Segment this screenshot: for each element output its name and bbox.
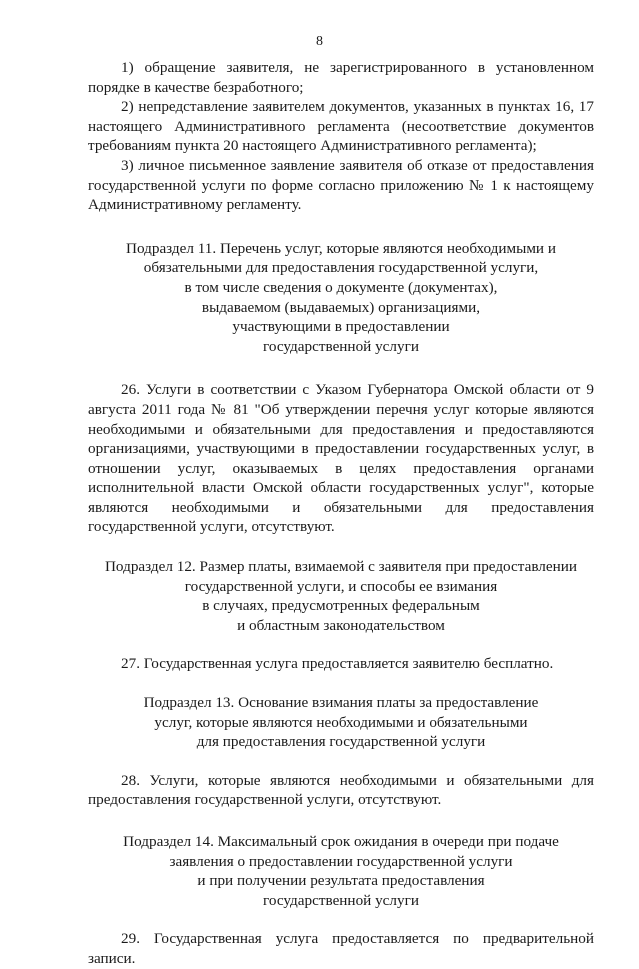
heading-line: в случаях, предусмотренных федеральным	[202, 597, 480, 615]
heading-line: государственной услуги	[263, 337, 419, 355]
page-body	[88, 58, 594, 969]
heading-line: Подраздел 12. Размер платы, взимаемой с заявителя при предоставлении	[104, 558, 578, 576]
heading-line: обязательными для предоставления государственной услуги,	[143, 259, 539, 277]
paragraph-29: 29. Государственная услуга предоставляется по предварительной записи.	[88, 930, 594, 967]
paragraph-26: 26. Услуги в соответствии с Указом Губернатора Омской области от 9 августа 2011 года № 81 "Об утверждении перечня услуг которые являются необходимыми и обязательными для предоставления и предоставляются организациями, участвующими в предоставлении государственных услуг, в отношении услуг, оказываемых в целях предоставления органами исполнительной власти Омской области государственных услуг", которые являются необходимыми и обязательными для предоставления государственной услуги, отсутствуют.	[88, 381, 594, 536]
list-item-2: 2) непредставление заявителем документов, указанных в пунктах 16, 17 настоящего Административного регламента (несоответствие документов требованиям пункта 20 настоящего Административного регламента);	[88, 98, 594, 155]
heading-line: выдаваемом (выдаваемых) организациями,	[201, 298, 481, 316]
list-item-1: 1) обращение заявителя, не зарегистрированного в установленном порядке в качестве безработного;	[88, 59, 594, 96]
subsection-12-heading	[88, 557, 594, 635]
heading-line: в том числе сведения о документе (документах),	[184, 278, 498, 296]
heading-line: государственной услуги, и способы ее взимания	[184, 577, 498, 595]
list-item-3: 3) личное письменное заявление заявителя об отказе от предоставления государственной услуги по форме согласно приложению № 1 к настоящему Административному регламенту.	[88, 156, 594, 214]
heading-line: Подраздел 11. Перечень услуг, которые являются необходимыми и	[126, 239, 556, 257]
heading-line: услуг, которые являются необходимыми и обязательными	[154, 713, 528, 731]
heading-line: Подраздел 14. Максимальный срок ожидания в очереди при подаче	[123, 833, 559, 850]
heading-line: и при получении результата предоставления	[197, 872, 485, 890]
subsection-11-heading	[88, 239, 594, 357]
paragraph-27: 27. Государственная услуга предоставляется заявителю бесплатно.	[121, 655, 554, 673]
paragraph-28: 28. Услуги, которые являются необходимыми и обязательными для предоставления государственной услуги, отсутствуют.	[88, 771, 594, 809]
subsection-13-heading	[88, 693, 594, 752]
page-number: 8	[316, 34, 323, 49]
heading-line: Подраздел 13. Основание взимания платы за предоставление	[143, 694, 539, 712]
subsection-14-heading	[88, 832, 594, 910]
heading-line: государственной услуги	[263, 891, 419, 909]
heading-line: для предоставления государственной услуги	[196, 733, 486, 751]
heading-line: и областным законодательством	[237, 616, 445, 634]
heading-line: заявления о предоставлении государственной услуги	[169, 852, 513, 870]
heading-line: участвующими в предоставлении	[232, 318, 450, 336]
